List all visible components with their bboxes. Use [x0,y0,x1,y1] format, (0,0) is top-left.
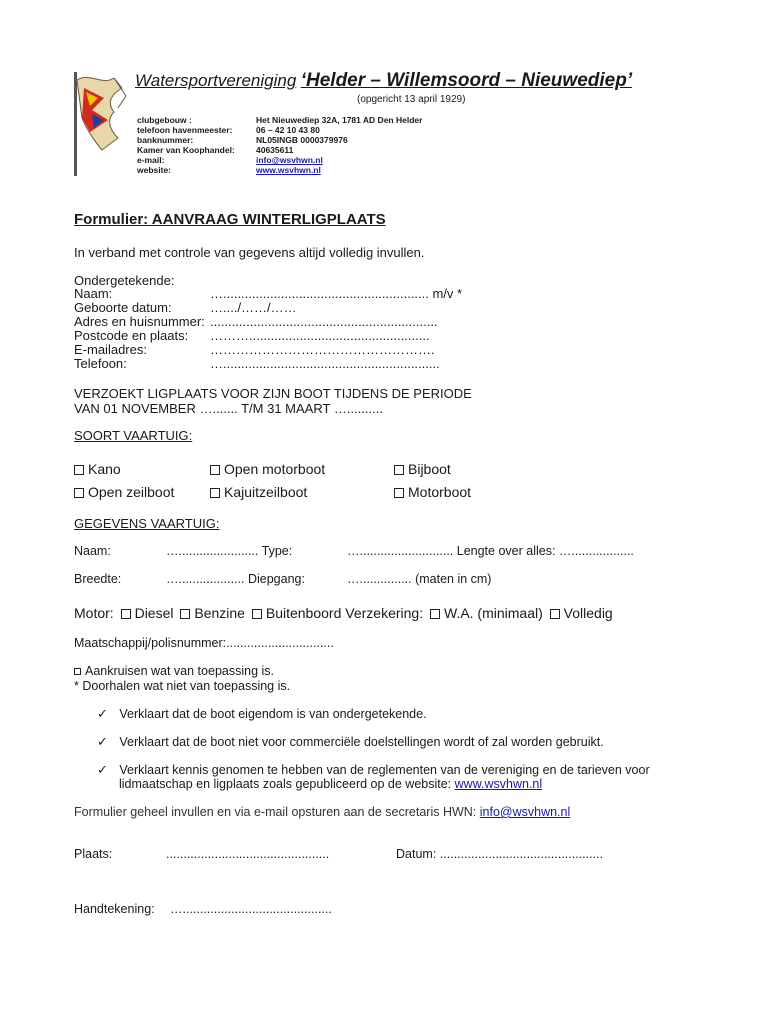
vessel-draft-field[interactable]: …............... (maten in cm) [347,572,492,586]
vessel-type-heading: SOORT VAARTUIG: [74,428,193,443]
birthdate-field[interactable]: …..../……/…… [210,300,297,315]
motor-option-benzine[interactable]: Benzine [194,605,245,621]
field-label-phone: Telefoon: [74,356,127,371]
place-label: Plaats: [74,847,113,861]
request-line-1: VERZOEKT LIGPLAATS VOOR ZIJN BOOT TIJDENS DE PERIODE [74,386,472,401]
legend-checkbox: Aankruisen wat van toepassing is. [74,664,274,678]
org-prefix: Watersportvereniging [135,71,297,90]
contact-label: telefoon havenmeester: [137,125,233,135]
checkbox-icon[interactable] [252,609,262,619]
vessel-option-open-zeilboot[interactable]: Open zeilboot [74,484,174,500]
checkbox-icon [74,668,81,675]
vessel-option-bijboot[interactable]: Bijboot [394,461,451,477]
personal-labels [74,287,205,371]
checkbox-icon[interactable] [210,465,220,475]
checkbox-icon[interactable] [180,609,190,619]
checkmark-icon: ✓ [97,762,108,777]
signature-field[interactable]: …........................................... [170,902,332,916]
checkbox-icon[interactable] [394,488,404,498]
undersigned-label: Ondergetekende: [74,273,175,288]
checkbox-icon[interactable] [550,609,560,619]
checkbox-icon[interactable] [74,488,84,498]
field-label-name: Naam: [74,286,113,301]
declaration-ownership: ✓ Verklaart dat de boot eigendom is van ondergetekende. [97,706,427,721]
insurance-option-wa[interactable]: W.A. (minimaal) [443,605,543,621]
vessel-name-field[interactable]: …....................... Type: [166,544,293,558]
contact-label: e-mail: [137,155,165,165]
vessel-data-heading: GEGEVENS VAARTUIG: [74,516,220,531]
contact-label: website: [137,165,172,175]
contact-labels [137,115,235,175]
contact-value: 40635611 [256,145,294,155]
submit-instruction: Formulier geheel invullen en via e-mail opsturen aan de secretaris HWN: info@wsvhwn.nl [74,805,571,819]
request-line-2[interactable]: VAN 01 NOVEMBER …....... T/M 31 MAART ….......... [74,401,383,416]
vessel-option-kano[interactable]: Kano [74,461,121,477]
motor-option-diesel[interactable]: Diesel [134,605,174,621]
field-label-email: E-mailadres: [74,342,147,357]
address-field[interactable]: ............................................................... [210,314,438,329]
email-field[interactable]: ……………………………………………. [210,342,435,357]
email-link[interactable]: info@wsvhwn.nl [256,155,323,165]
founded-note: (opgericht 13 april 1929) [357,94,466,105]
vessel-option-open-motorboot[interactable]: Open motorboot [210,461,325,477]
policy-number-field[interactable]: Maatschappij/polisnummer:............................... [74,636,334,650]
field-label-postcode: Postcode en plaats: [74,328,189,343]
checkbox-icon[interactable] [74,465,84,475]
vessel-width-field[interactable]: …................... Diepgang: [166,572,305,586]
insurance-label: Verzekering: [345,605,424,621]
checkmark-icon: ✓ [97,734,108,749]
website-link[interactable]: www.wsvhwn.nl [454,777,543,791]
field-label-birthdate: Geboorte datum: [74,300,172,315]
motor-insurance-row [74,605,613,621]
checkbox-icon[interactable] [430,609,440,619]
personal-values [210,287,462,371]
name-field[interactable]: …......................................................... m/v * [210,286,463,301]
vessel-option-motorboot[interactable]: Motorboot [394,484,471,500]
phone-field[interactable]: …............................................................ [210,356,440,371]
vessel-name-label: Naam: [74,544,111,558]
contact-value: NL05INGB 0000379976 [256,135,348,145]
date-field[interactable]: Datum: ............................................... [396,847,603,861]
declaration-non-commercial: ✓ Verklaart dat de boot niet voor commerciële doelstellingen wordt of zal worden gebruikt. [97,734,604,749]
checkbox-icon[interactable] [210,488,220,498]
vessel-width-label: Breedte: [74,572,122,586]
contact-label: banknummer: [137,135,194,145]
legend-star: * Doorhalen wat niet van toepassing is. [74,679,291,693]
secretary-email-link[interactable]: info@wsvhwn.nl [479,805,571,819]
contact-values [256,115,422,175]
declaration-regulations: ✓ Verklaart kennis genomen te hebben van de reglementen van de vereniging en de tarieven voor [97,762,650,777]
contact-value: 06 – 42 10 43 80 [256,125,320,135]
motor-option-buitenboord[interactable]: Buitenboord [265,605,342,621]
declaration-regulations-line2: lidmaatschap en ligplaats zoals gepubliceerd op de website: www.wsvhwn.nl [119,777,543,791]
contact-label: Kamer van Koophandel: [137,145,235,155]
postcode-field[interactable]: ……….................................................. [210,328,430,343]
form-title: Formulier: AANVRAAG WINTERLIGPLAATS [74,211,386,228]
vessel-option-kajuitzeilboot[interactable]: Kajuitzeilboot [210,484,307,500]
form-intro: In verband met controle van gegevens altijd volledig invullen. [74,245,425,260]
checkbox-icon[interactable] [121,609,131,619]
website-link[interactable]: www.wsvhwn.nl [256,165,321,175]
field-label-address: Adres en huisnummer: [74,314,205,329]
checkbox-icon[interactable] [394,465,404,475]
organization-title [135,70,632,92]
checkmark-icon: ✓ [97,706,108,721]
contact-label: clubgebouw : [137,115,192,125]
club-logo [62,68,132,178]
vessel-type-length-field[interactable]: …........................... Lengte over alles: ….................. [347,544,634,558]
org-name: ‘Helder – Willemsoord – Nieuwediep’ [300,70,633,91]
insurance-option-volledig[interactable]: Volledig [563,605,613,621]
place-field[interactable]: ............................................... [166,847,330,861]
motor-label: Motor: [74,605,114,621]
contact-value: Het Nieuwediep 32A, 1781 AD Den Helder [256,115,423,125]
signature-label: Handtekening: [74,902,155,916]
